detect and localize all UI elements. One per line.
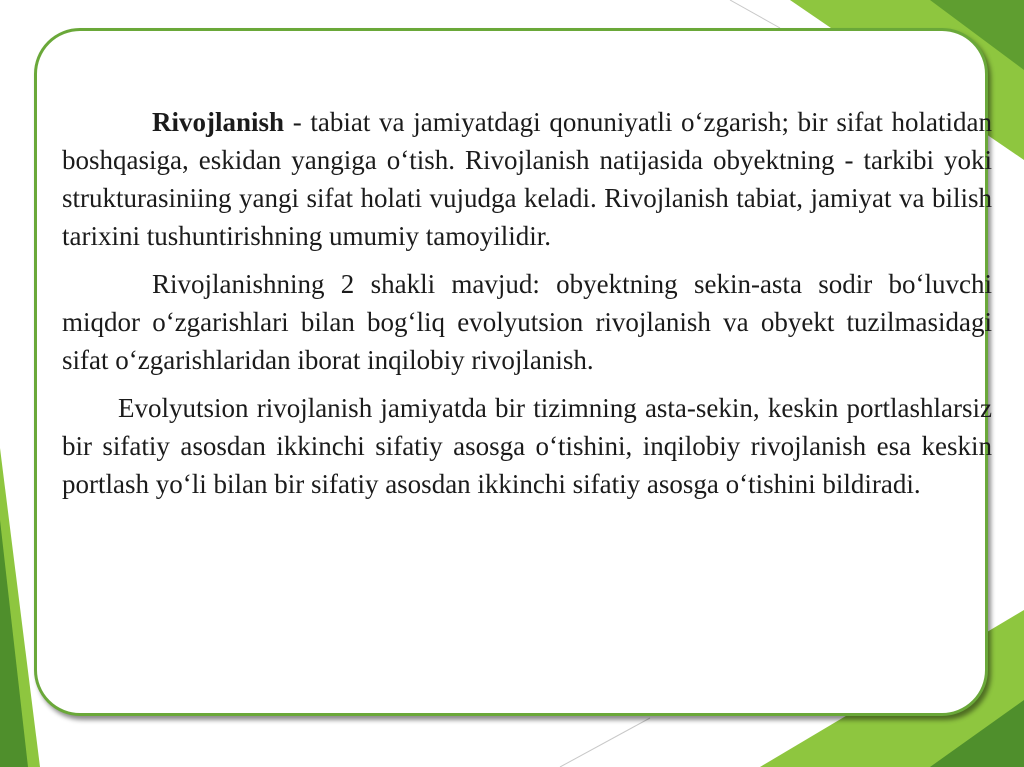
paragraph-definition (62, 103, 992, 255)
paragraph-forms: Rivojlanishning 2 shakli mavjud: obyektning sekin-asta sodir bo‘luvchi miqdor o‘zgarishlari bilan bog‘liq evolyutsion rivojlanish va obyekt tuzilmasidagi sifat o‘zgarishlaridan iborat inqilobiy rivojlanish. (62, 269, 992, 375)
definition-text: - tabiat va jamiyatdagi qonuniyatli o‘zgarish; bir sifat holatidan boshqasiga, eskidan yangiga o‘tish. Rivojlanish natijasida obyektning - tarkibi yoki strukturasiniing yangi sifat holati vujudga keladi. Rivojlanish tabiat, jamiyat va bilish tarixini tushuntirishning umumiy tamoyilidir. (62, 107, 992, 251)
paragraph-evolution: Evolyutsion rivojlanish jamiyatda bir tizimning asta-sekin, keskin portlashlarsiz bir sifatiy asosdan ikkinchi sifatiy asosga o‘tishini, inqilobiy rivojlanish esa keskin portlash yo‘li bilan bir sifatiy asosdan ikkinchi sifatiy asosga o‘tishini bildiradi. (62, 393, 992, 499)
term-rivojlanish: Rivojlanish (152, 107, 285, 137)
thin-line-top (730, 0, 780, 28)
text-body (62, 103, 992, 513)
thin-line-bottom (560, 718, 650, 767)
